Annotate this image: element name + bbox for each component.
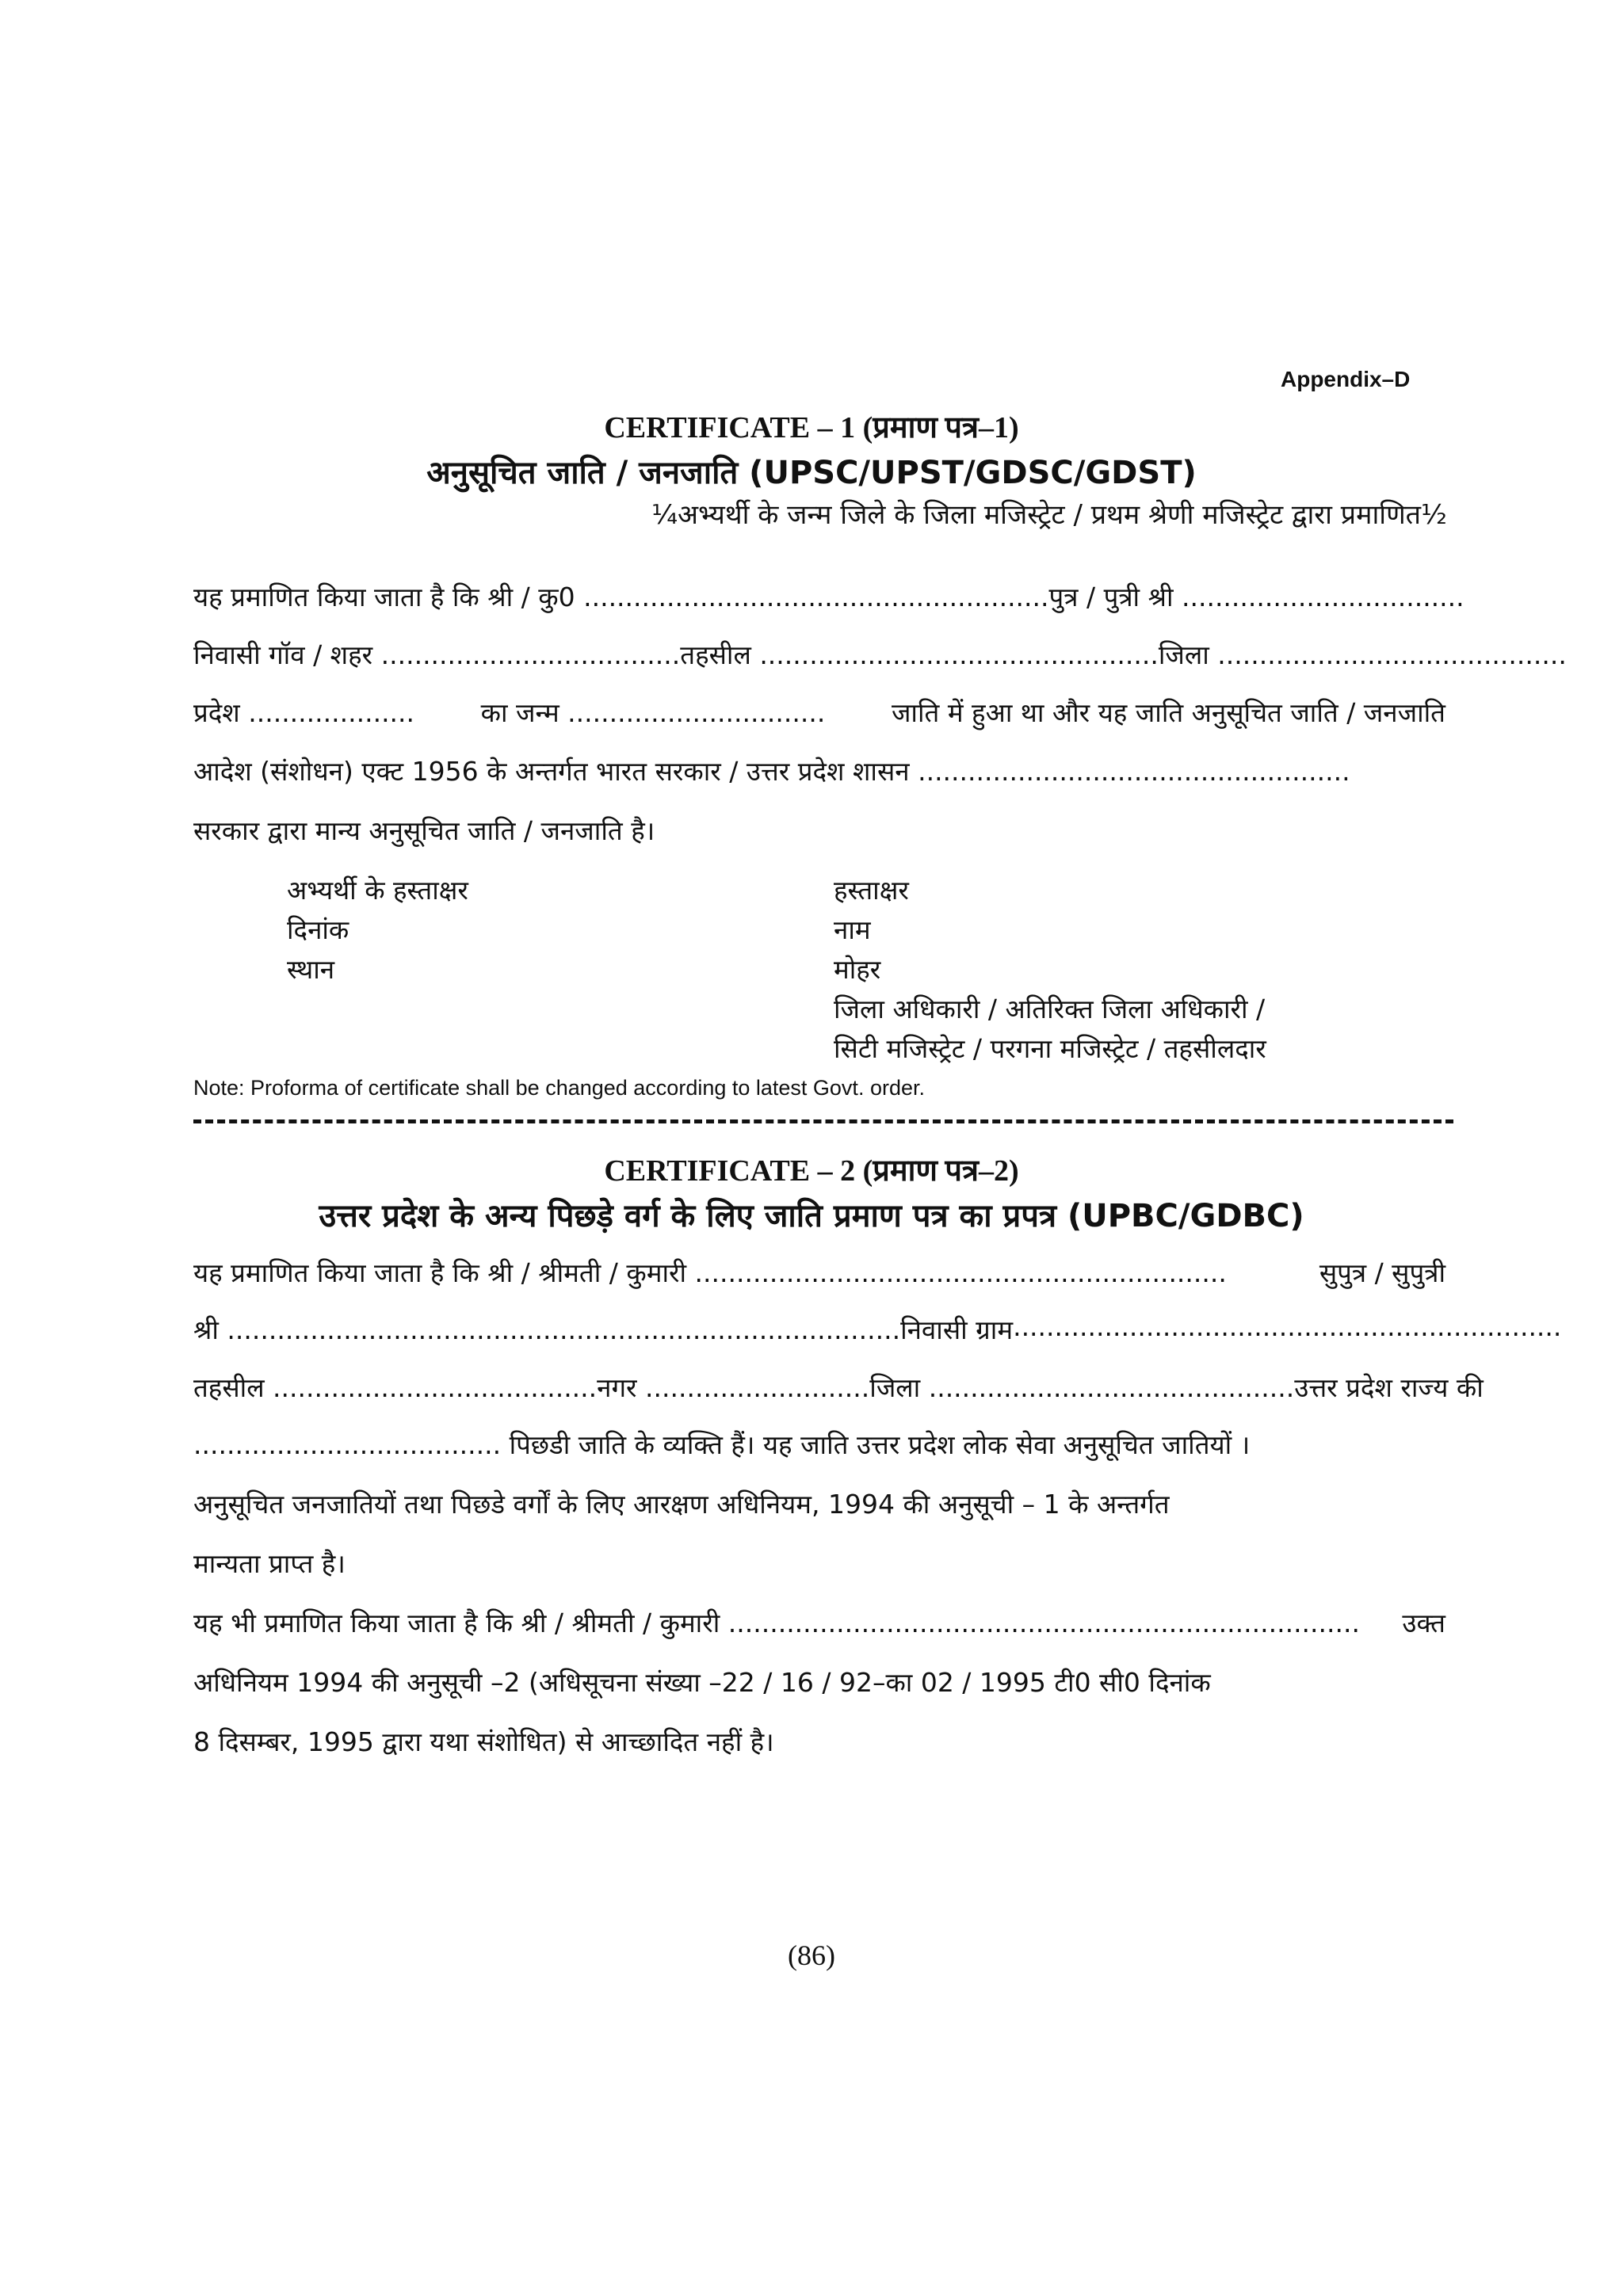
appendix-label: Appendix–D xyxy=(1281,367,1411,391)
cert2-line-1-part-1: यह प्रमाणित किया जाता है कि श्री / श्रीमती / कुमारी ................................................................ xyxy=(193,1257,1227,1288)
cert1-line-3-part-3: जाति में हुआ था और यह जाति अनुसूचित जाति / जनजाति xyxy=(891,697,1445,728)
officer-designation-2: सिटी मजिस्ट्रेट / परगना मजिस्ट्रेट / तहसीलदार xyxy=(834,1033,1266,1064)
page-number: (86) xyxy=(788,1939,835,1971)
cert1-line-3-part-1: प्रदेश .................... xyxy=(193,697,415,728)
cert2-line-2 xyxy=(193,1311,1562,1347)
cert2-line-4: ..................................... पिछडी जाति के व्यक्ति हैं। यह जाति उत्तर प्रदेश लोक सेवा अनुसूचित जातियों । xyxy=(193,1429,1251,1460)
section-divider xyxy=(193,1119,1453,1123)
cert2-line-1 xyxy=(193,1254,1445,1290)
cert1-line-1 xyxy=(193,578,1465,614)
cert2-line-9: 8 दिसम्बर, 1995 द्वारा यथा संशोधित) से आच्छादित नहीं है। xyxy=(193,1726,774,1757)
cert2-line-7-part-1: यह भी प्रमाणित किया जाता है कि श्री / श्रीमती / कुमारी ............................................................................ xyxy=(193,1608,1360,1638)
cert2-line-3-part-1: तहसील ....................................... xyxy=(193,1372,598,1403)
cert1-line-2-part-3: जिला .......................................... xyxy=(1158,639,1567,670)
cert2-line-2-part-1: श्री .................................................................................निवासी ग्राम xyxy=(193,1314,1014,1345)
cert2-line-8: अधिनियम 1994 की अनुसूची –2 (अधिसूचना संख्या –22 / 16 / 92–का 02 / 1995 टी0 सी0 दिनांक xyxy=(193,1667,1211,1698)
officer-name-label: नाम xyxy=(834,914,871,945)
cert2-line-2-part-2: .................................................................. xyxy=(1013,1311,1562,1342)
cert2-line-7 xyxy=(193,1604,1445,1640)
cert2-line-3-part-2: नगर ........................... xyxy=(597,1372,870,1403)
candidate-place-label: स्थान xyxy=(287,954,335,985)
cert1-heading: CERTIFICATE – 1 (प्रमाण पत्र–1) xyxy=(604,411,1019,444)
candidate-date-label: दिनांक xyxy=(287,914,349,945)
cert2-line-3 xyxy=(193,1369,1484,1405)
cert1-issuer: ¼अभ्यर्थी के जन्म जिले के जिला मजिस्ट्रेट / प्रथम श्रेणी मजिस्ट्रेट द्वारा प्रमाणित½ xyxy=(651,499,1447,531)
cert2-line-5: अनुसूचित जनजातियों तथा पिछडे वर्गों के लिए आरक्षण अधिनियम, 1994 की अनुसूची – 1 के अन्तर्गत xyxy=(193,1489,1170,1520)
cert2-line-7-part-2: उक्त xyxy=(1402,1608,1445,1638)
officer-seal-label: मोहर xyxy=(834,954,881,985)
cert1-line-5: सरकार द्वारा मान्य अनुसूचित जाति / जनजाति है। xyxy=(193,815,655,846)
cert1-line-2-part-2: तहसील ................................................ xyxy=(680,639,1159,670)
cert2-line-1-part-2: सुपुत्र / सुपुत्री xyxy=(1319,1257,1445,1288)
cert1-line-1-part-2: पुत्र / पुत्री श्री .................................. xyxy=(1048,582,1465,612)
cert2-heading: CERTIFICATE – 2 (प्रमाण पत्र–2) xyxy=(604,1154,1019,1188)
cert1-line-4: आदेश (संशोधन) एक्ट 1956 के अन्तर्गत भारत सरकार / उत्तर प्रदेश शासन .................................................... xyxy=(193,756,1350,787)
cert2-line-3-part-3: जिला ............................................ xyxy=(869,1372,1295,1403)
cert2-title: उत्तर प्रदेश के अन्य पिछड़े वर्ग के लिए जाति प्रमाण पत्र का प्रपत्र (UPBC/GDBC) xyxy=(319,1198,1304,1234)
cert2-line-6: मान्यता प्राप्त है। xyxy=(193,1548,346,1579)
cert1-line-3 xyxy=(193,694,1445,730)
proforma-note: Note: Proforma of certificate shall be changed according to latest Govt. order. xyxy=(193,1076,925,1100)
officer-signature-label: हस्ताक्षर xyxy=(834,875,909,906)
cert1-line-1-part-1: यह प्रमाणित किया जाता है कि श्री / कु0 ........................................................ xyxy=(193,582,1049,612)
cert1-line-2-part-1: निवासी गॉव / शहर .................................... xyxy=(193,639,681,670)
cert1-line-3-part-2: का जन्म ............................... xyxy=(480,697,826,728)
candidate-signature-label: अभ्यर्थी के हस्ताक्षर xyxy=(287,875,468,906)
cert1-line-2 xyxy=(193,636,1567,672)
cert1-category: अनुसूचित जाति / जनजाति (UPSC/UPST/GDSC/GDST) xyxy=(426,455,1197,491)
officer-designation-1: जिला अधिकारी / अतिरिक्त जिला अधिकारी / xyxy=(834,994,1266,1024)
cert2-line-3-part-4: उत्तर प्रदेश राज्य की xyxy=(1294,1372,1484,1403)
